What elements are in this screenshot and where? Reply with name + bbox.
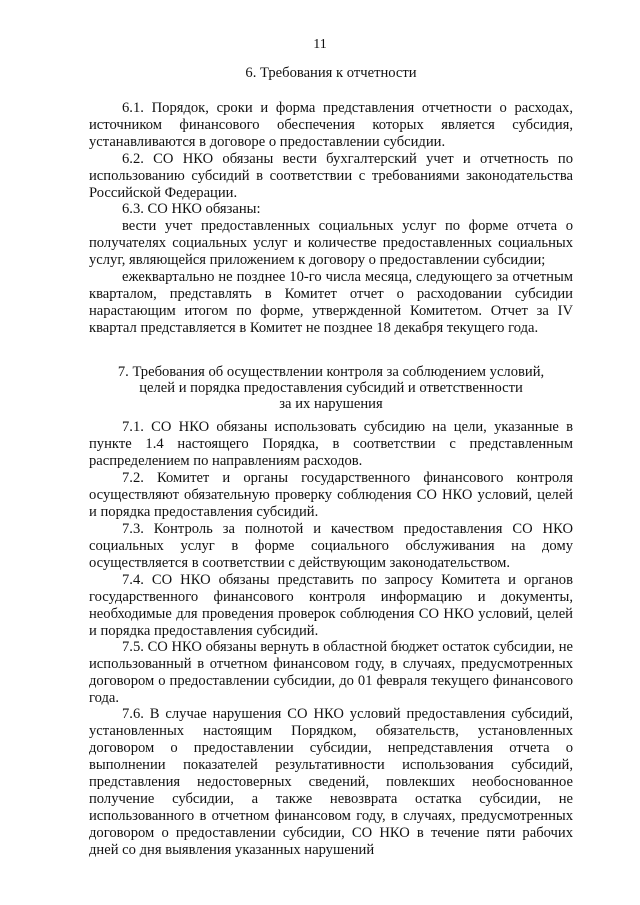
section-7-heading-line-1: 7. Требования об осуществлении контроля за соблюдением условий, [117, 364, 545, 380]
paragraph-text: 6.2. СО НКО обязаны вести бухгалтерский учет и отчетность по использованию субсидий в соответствии с требованиями законодательства Российской Федерации. [89, 151, 573, 201]
paragraph-text: 6.1. Порядок, сроки и форма представления отчетности о расходах, источником финансового обеспечения которых является субсидия, устанавливаются в договоре о предоставлении субсидии. [89, 100, 573, 150]
paragraph-7-1 [89, 419, 573, 470]
paragraph-6-3-item-2 [89, 269, 573, 337]
page-number: 11 [313, 37, 327, 52]
paragraph-7-4 [89, 572, 573, 640]
paragraph-6-1 [89, 100, 573, 151]
section-7-heading-line-3: за их нарушения [279, 396, 383, 412]
paragraph-text: 7.6. В случае нарушения СО НКО условий предоставления субсидий, установленных настоящим Порядком, обязательств, установленных договором о предоставлении субсидии, непредставления отчета о выполнении показателей результативности использования субсидий, представления недостоверных сведений, повлекших необоснованное получение субсидии, а также невозврата остатка субсидии, не использованного в отчетном финансовом году, в случаях, предусмотренных договором о предоставлении субсидии, СО НКО в течение пяти рабочих дней со дня выявления указанных нарушений [89, 706, 573, 858]
paragraph-7-6 [89, 706, 573, 859]
paragraph-text: 7.3. Контроль за полнотой и качеством предоставления СО НКО социальных услуг в форме социального обслуживания на дому осуществляется в соответствии с действующим законодательством. [89, 521, 573, 571]
section-6-heading: 6. Требования к отчетности [245, 65, 417, 81]
paragraph-7-5 [89, 639, 573, 707]
paragraph-text: 7.4. СО НКО обязаны представить по запросу Комитета и органов государственного финансового контроля информацию и документы, необходимые для проведения проверок соблюдения СО НКО условий, целей и порядка предоставления субсидий. [89, 572, 573, 639]
paragraph-text: 7.2. Комитет и органы государственного финансового контроля осуществляют обязательную проверку соблюдения СО НКО условий, целей и порядка предоставления субсидий. [89, 470, 573, 520]
paragraph-7-3 [89, 521, 573, 572]
paragraph-6-3-item-1 [89, 218, 573, 269]
paragraph-6-2 [89, 151, 573, 202]
paragraph-text: ежеквартально не позднее 10-го числа месяца, следующего за отчетным кварталом, представлять в Комитет отчет о расходовании субсидии нарастающим итогом по форме, утвержденной Комитетом. Отчет за IV квартал представляется в Комитет не позднее 18 декабря текущего года. [89, 269, 573, 336]
paragraph-text: 6.3. СО НКО обязаны: [122, 201, 261, 217]
paragraph-text: вести учет предоставленных социальных услуг по форме отчета о получателях социальных услуг и количестве предоставленных социальных услуг, являющейся приложением к договору о предоставлении субсидии; [89, 218, 573, 268]
paragraph-6-3 [89, 201, 573, 218]
section-7-heading [90, 364, 572, 412]
paragraph-text: 7.1. СО НКО обязаны использовать субсидию на цели, указанные в пункте 1.4 настоящего Порядка, в соответствии с представленным распределением по направлениям расходов. [89, 419, 573, 469]
paragraph-text: 7.5. СО НКО обязаны вернуть в областной бюджет остаток субсидии, не использованный в отчетном финансовом году, в случаях, предусмотренных договором о предоставлении субсидии, до 01 февраля текущего финансового года. [89, 639, 573, 706]
section-7-heading-line-2: целей и порядка предоставления субсидий и ответственности [139, 380, 523, 396]
paragraph-7-2 [89, 470, 573, 521]
